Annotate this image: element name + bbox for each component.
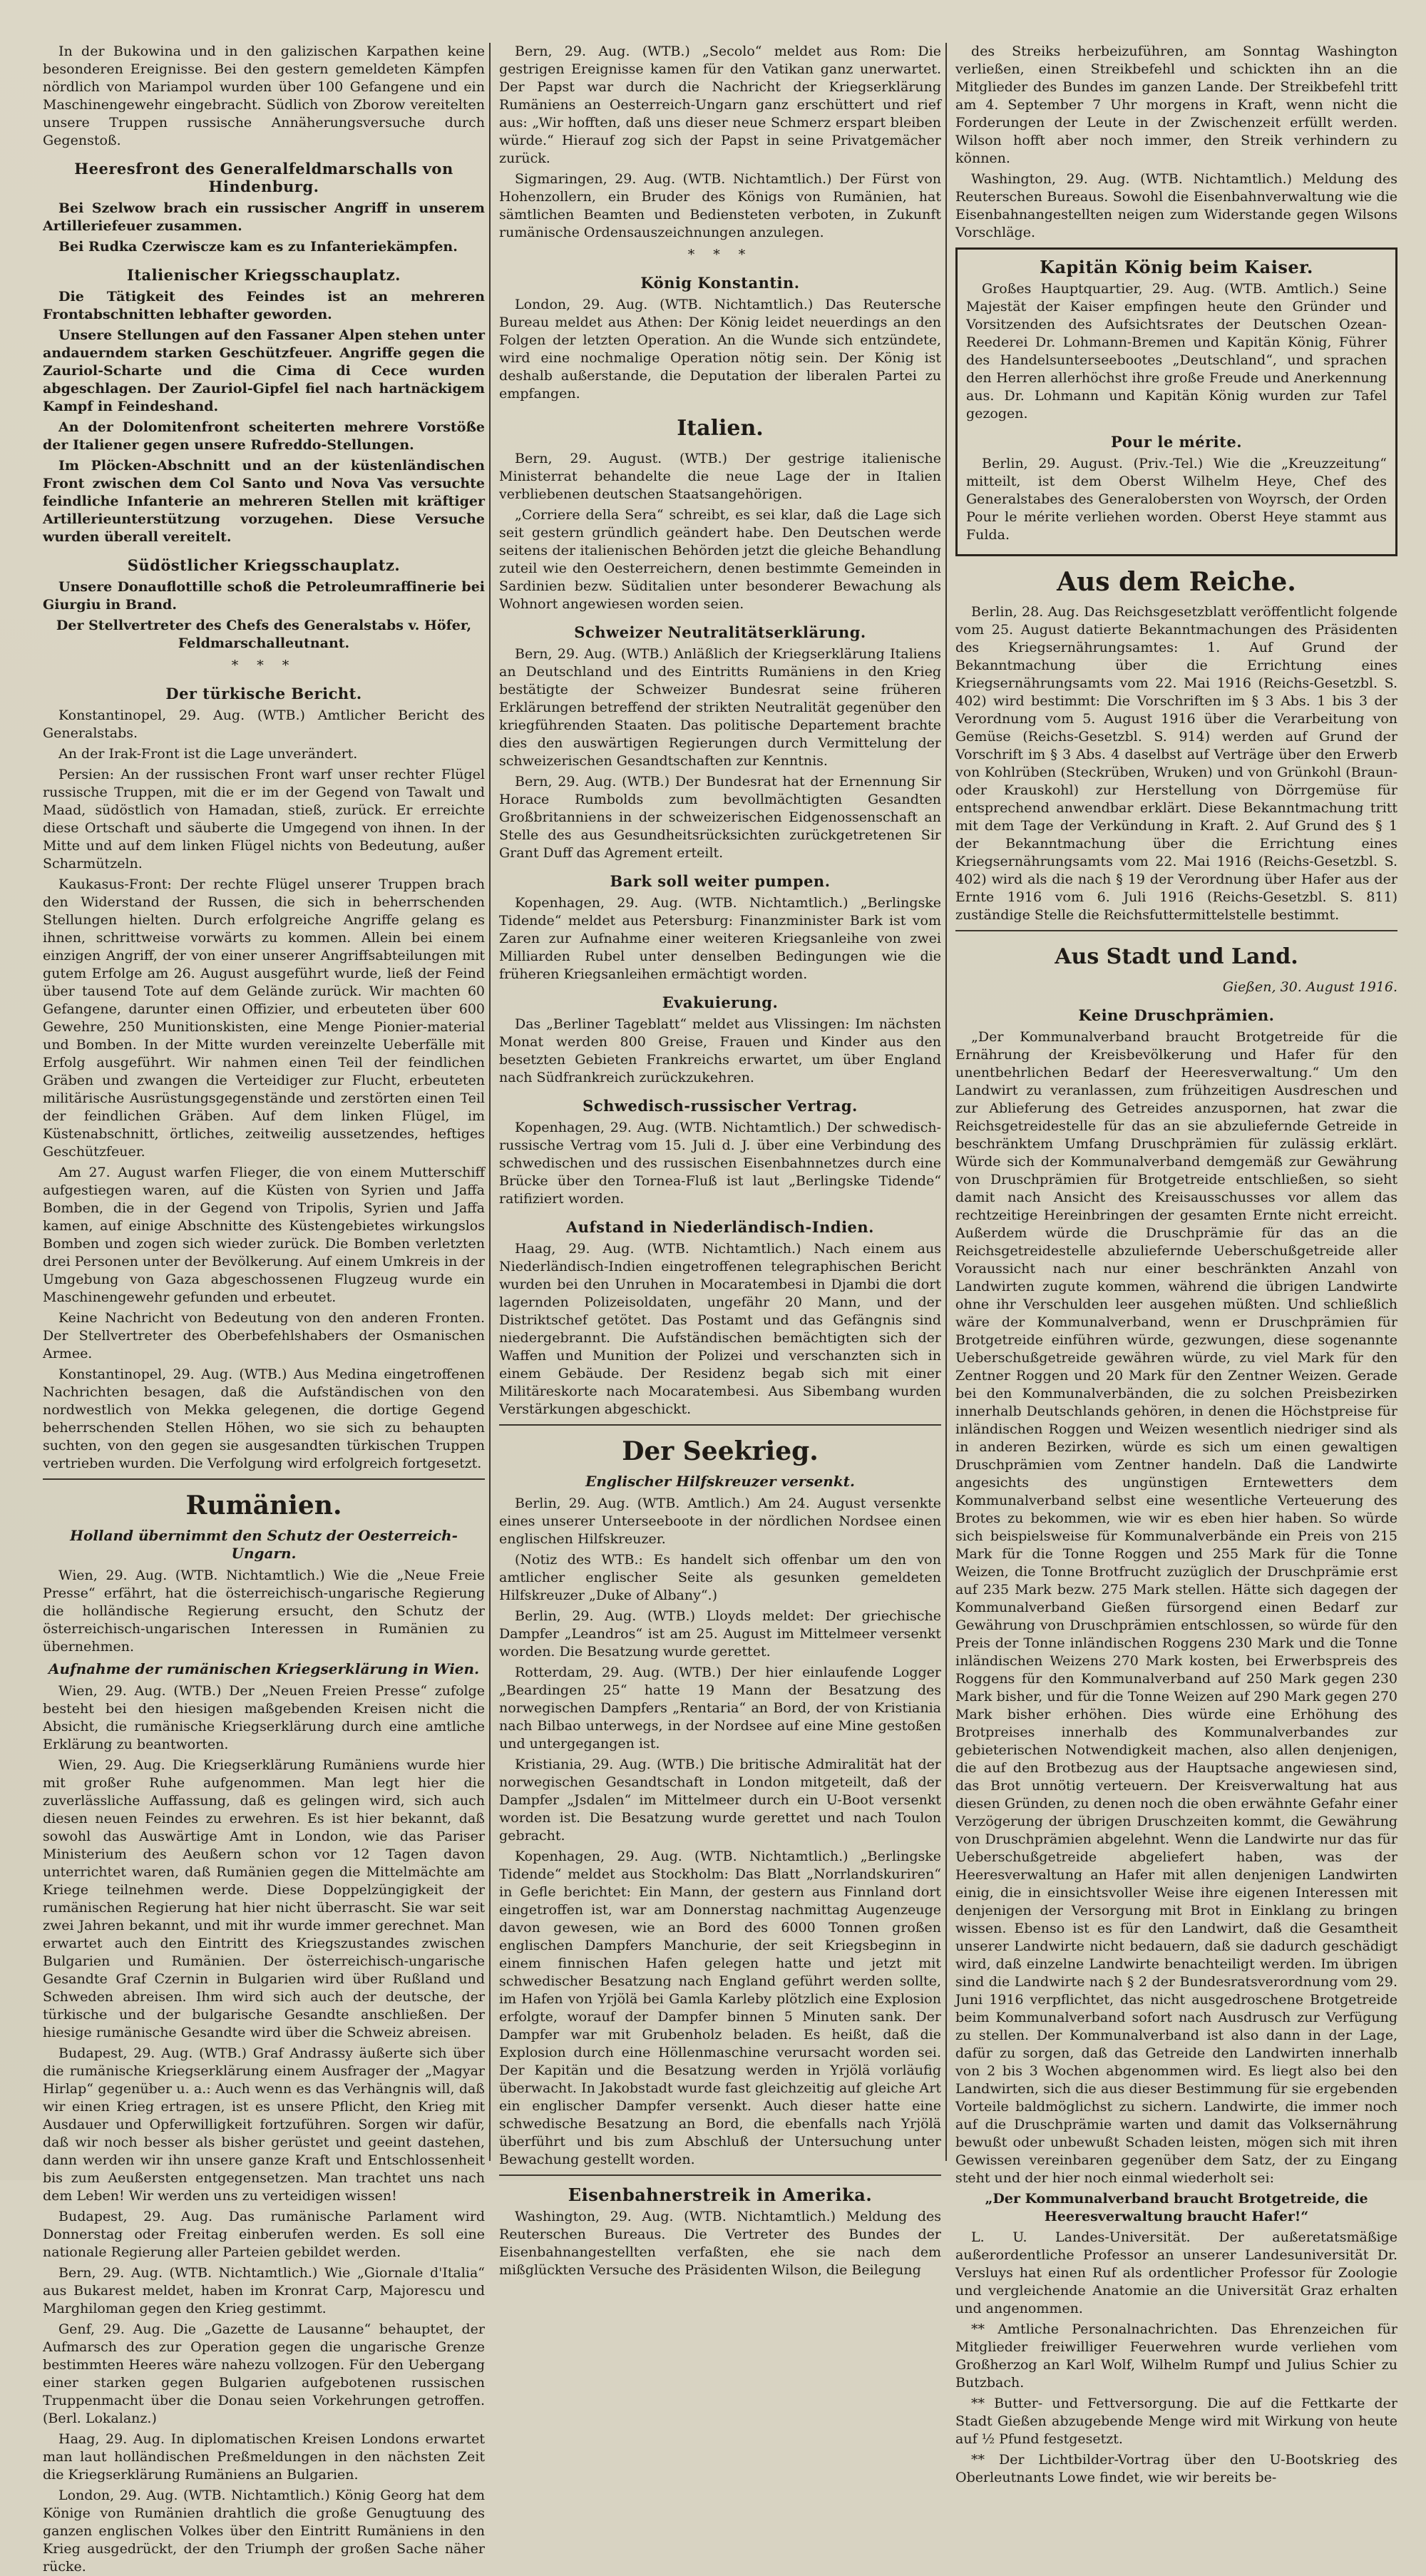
article-paragraph: Berlin, 28. Aug. Das Reichsgesetzblatt veröffentlicht folgende vom 25. August datierte Bekanntmachungen des Präsidenten des Kriegsernährungsamtes: 1. Auf Grund der Bekanntmachung über die Errichtung eines Kriegsernährungsamts vom 22. Mai 1916 (Reichs-Gesetzbl. S. 402) wird bestimmt: Die Vorschriften im § 3 Abs. 1 bis 3 der Verordnung vom 5. August 1916 über die Verarbeitung von Gemüse (Reichs-Gesetzbl. S. 914) werden auf Grund der Vorschrift im § 3 Abs. 4 daselbst auf Verträge über den Erwerb von Kohlrüben (Steckrüben, Wruken) und von Grünkohl (Braun- oder Krauskohl) zur Herstellung von Dörrgemüse für entsprechend anwendbar erklärt. Diese Bekanntmachung tritt mit dem Tage der Verkündung in Kraft. 2. Auf Grund des § 1 der Bekanntmachung über die Errichtung eines Kriegsernährungsamts vom 22. Mai 1916 (Reichs-Gesetzbl. S. 402) wird als die nach § 19 der Verordnung über Hafer aus der Ernte 1916 vom 6. Juli 1916 (Reichs-Gesetzbl. S. 811) zuständige Stelle die Reichsfuttermittelstelle bestimmt. [955,604,1397,923]
article-paragraph: Keine Nachricht von Bedeutung von den anderen Fronten. Der Stellvertreter des Oberbefehlshabers der Osmanischen Armee. [43,1310,485,1361]
article-paragraph: Washington, 29. Aug. (WTB. Nichtamtlich.) Meldung des Reuterschen Bureaus. Die Vertreter des Bundes der Eisenbahnangestellten verfaßten, ehe sie nach dem mißglückten Versuche des Präsidenten Wilson, die Beilegung [499,2209,941,2278]
article-paragraph: Berlin, 29. Aug. (WTB. Amtlich.) Am 24. August versenkte eines unserer Unterseeboote in der nördlichen Nordsee einen englischen Hilfskreuzer. [499,1496,941,1547]
column-rule [489,43,491,2161]
article-paragraph: des Streiks herbeizuführen, am Sonntag Washington verließen, einen Streikbefehl und schickten ihn an die Mitglieder des Bundes im ganzen Lande. Der Streikbefehl tritt am 4. September 7 Uhr morgens in Kraft, wenn nicht die Forderungen der Leute in der Zwischenzeit erfüllt werden. Wilson hofft aber noch immer, den Streik verhindern zu können. [955,44,1397,166]
divider [43,1478,485,1480]
section-headline: Aus Stadt und Land. [1055,944,1298,969]
separator-stars: * * * [231,658,297,673]
article-paragraph: In der Bukowina und in den galizischen Karpathen keine besonderen Ereignisse. Bei den gestern gemeldeten Kämpfen nördlich von Mariampol wurden über 100 Gefangene und ein Maschinengewehr eingebracht. Südlich von Zborow vereitelten unsere Truppen russische Annäherungsversuche durch Gegenstoß. [43,44,485,148]
section-heading: Heeresfront des Generalfeldmarschalls von Hindenburg. [74,160,453,195]
article-paragraph: Sigmaringen, 29. Aug. (WTB. Nichtamtlich.) Der Fürst von Hohenzollern, ein Bruder des Königs von Rumänien, hat sämtlichen Beamten und Bediensteten verboten, in Zukunft rumänische Ordensauszeichnungen anzulegen. [499,171,941,240]
article-paragraph: Haag, 29. Aug. In diplomatischen Kreisen Londons erwartet man laut holländischen Preßmeldungen in den nächsten Zeit die Kriegserklärung Rumäniens an Bulgarien. [43,2431,485,2483]
article-paragraph: Bern, 29. Aug. (WTB.) Der Bundesrat hat der Ernennung Sir Horace Rumbolds zum bevollmächtigten Gesandten Großbritanniens in der schweizerischen Eidgenossenschaft an Stelle des aus Gesundheitsrücksichten zurückgetretenen Sir Grant Duff das Agrement erteilt. [499,774,941,861]
article-paragraph: (Notiz des WTB.: Es handelt sich offenbar um den von amtlicher englischer Seite als gesunken gemeldeten Hilfskreuzer „Duke of Albany“.) [499,1552,941,1603]
column-rule [945,43,947,2161]
article-paragraph: Im Plöcken-Abschnitt und an der küstenländischen Front zwischen dem Col Santo und Nova Vas versuchte feindliche Infanterie an mehreren Stellen mit kräftiger Artillerieunterstützung vorzugehen. Diese Versuche wurden überall vereitelt. [43,458,485,545]
dateline: Gießen, 30. August 1916. [1222,979,1397,995]
section-heading: Südöstlicher Kriegsschauplatz. [127,556,401,574]
article-paragraph: Rotterdam, 29. Aug. (WTB.) Der hier einlaufende Logger „Beardingen 25“ hatte 19 Mann der Besatzung des norwegischen Dampfers „Rentaria“ an Bord, der von Kristiania nach Bilbao unterwegs, in der Nordsee auf eine Mine gestoßen und untergegangen ist. [499,1665,941,1752]
article-paragraph: Bei Szelwow brach ein russischer Angriff in unserem Artilleriefeuer zusammen. [43,200,485,234]
column-2 [499,43,941,2278]
section-headline: Italien. [677,416,764,441]
divider [499,1424,941,1426]
article-paragraph: Wien, 29. Aug. (WTB.) Der „Neuen Freien Presse“ zufolge besteht bei den hiesigen maßgebenden Kreisen nicht die Absicht, die rumänische Kriegserklärung durch eine amtliche Erklärung zu beantworten. [43,1683,485,1752]
boxed-notice [955,247,1397,556]
article-paragraph: An der Irak-Front ist die Lage unverändert. [58,746,358,762]
article-headline: Aufnahme der rumänischen Kriegserklärung in Wien. [48,1660,480,1677]
article-paragraph: Washington, 29. Aug. (WTB. Nichtamtlich.) Meldung des Reuterschen Bureaus. Sowohl die Eisenbahnverwaltung wie die Eisenbahnangestellten neigen zum Widerstande gegen Wilsons Vorschläge. [955,171,1397,240]
article-paragraph: London, 29. Aug. (WTB. Nichtamtlich.) Das Reutersche Bureau meldet aus Athen: Der König leidet neuerdings an den Folgen der letzten Operation. An die Wunde sich entzündete, wird eine nochmalige Operation nötig sein. Der König ist deshalb außerstande, die Deputation der liberalen Partei zu empfangen. [499,297,941,402]
article-headline: Pour le mérite. [1110,433,1243,451]
article-headline: König Konstantin. [640,274,800,292]
column-1 [43,43,485,2575]
article-paragraph: London, 29. Aug. (WTB. Nichtamtlich.) König Georg hat dem Könige von Rumänien drahtlich die große Genugtuung des ganzen englischen Volkes über den Eintritt Rumäniens in den Krieg ausgedrückt, der den Triumph der großen Sache näher rücke. [43,2488,485,2575]
article-paragraph: Bern, 29. Aug. (WTB. Nichtamtlich.) Wie „Giornale d'Italia“ aus Bukarest meldet, haben im Kronrat Carp, Majorescu und Marghiloman gegen den Krieg gestimmt. [43,2265,485,2316]
article-paragraph: Berlin, 29. August. (Priv.-Tel.) Wie die „Kreuzzeitung“ mitteilt, ist dem Oberst Wilhelm Heye, Chef des Generalstabes des Generalobersten von Woyrsch, der Orden Pour le mérite verliehen worden. Oberst Heye stammt aus Fulda. [966,456,1387,543]
article-headline: Evakuierung. [662,993,779,1011]
divider [955,930,1397,931]
section-headline: Der Seekrieg. [622,1436,819,1466]
article-headline: Eisenbahnerstreik in Amerika. [568,2184,873,2205]
article-paragraph: Bern, 29. Aug. (WTB.) „Secolo“ meldet aus Rom: Die gestrigen Ereignisse kamen für den Vatikan ganz unerwartet. Der Papst war durch die Nachricht der Kriegserklärung Rumäniens an Oesterreich-Ungarn ganz erschüttert und rief aus: „Wir hofften, daß uns dieser neue Schmerz erspart bleiben würde.“ Hierauf zog sich der Papst in seine Privatgemächer zurück. [499,44,941,166]
article-paragraph: An der Dolomitenfront scheiterten mehrere Vorstöße der Italiener gegen unsere Rufreddo-Stellungen. [43,419,485,453]
article-headline: Schweizer Neutralitätserklärung. [574,623,866,641]
article-headline: Bark soll weiter pumpen. [610,872,831,890]
article-paragraph: Das „Berliner Tageblatt“ meldet aus Vlissingen: Im nächsten Monat werden 800 Greise, Frauen und Kinder aus den besetzten Gebieten Frankreichs erwartet, um über England nach Südfrankreich zurückzukehren. [499,1016,941,1085]
separator-stars: * * * [687,247,753,262]
article-paragraph: Kristiania, 29. Aug. (WTB.) Die britische Admiralität hat der norwegischen Gesandtschaft in London mitgeteilt, daß der Dampfer „Jsdalen“ im Mittelmeer durch ein U-Boot versenkt worden ist. Die Besatzung wurde gerettet und nach Toulon gebracht. [499,1757,941,1844]
article-paragraph: Budapest, 29. Aug. (WTB.) Graf Andrassy äußerte sich über die rumänische Kriegserklärung einem Ausfrager der „Magyar Hirlap“ gegenüber u. a.: Auch wenn es das Verhängnis will, daß wir einen Krieg ertragen, ist es unsere Pflicht, den Krieg mit Ausdauer und Opferwilligkeit fortzuführen. Sorgen wir dafür, daß wir noch besser als bisher gerüstet und geeint dastehen, dann werden wir ihn unsere ganze Kraft und Entschlossenheit bis zum Aeußersten entgegensetzen. Man trachtet uns nach dem Leben! Wir werden uns zu verteidigen wissen! [43,2045,485,2204]
article-paragraph: Bern, 29. August. (WTB.) Der gestrige italienische Ministerrat behandelte die neue Lage der in Italien verbliebenen deutschen Staatsangehörigen. [499,451,941,502]
article-paragraph: Haag, 29. Aug. (WTB. Nichtamtlich.) Nach einem aus Niederländisch-Indien eingetroffenen telegraphischen Bericht wurden bei den Unruhen in Mocaratembesi in Djambi die dort lagernden Polizeisoldaten, ungefähr 20 Mann, und der Distriktschef getötet. Das Postamt und das Gefängnis sind niedergebrannt. Die Aufständischen bemächtigten sich der Waffen und Munition der Polizei und verschanzten sich in einem Gebäude. Der Residenz begab sich mit einer Militäreskorte nach Mocaratembesi. Aus Sibembang wurden Verstärkungen abgeschickt. [499,1241,941,1417]
article-headline: Keine Druschprämien. [1078,1006,1275,1024]
article-headline: Der türkische Bericht. [165,685,362,702]
article-paragraph: Die Tätigkeit des Feindes ist an mehreren Frontabschnitten lebhafter geworden. [43,289,485,322]
article-paragraph: ** Der Lichtbilder-Vortrag über den U-Bootskrieg des Oberleutnants Lowe findet, wie wir bereits be- [955,2452,1397,2485]
article-paragraph: L. U. Landes-Universität. Der außeretatsmäßige außerordentliche Professor an unserer Landesuniversität Dr. Versluys hat einen Ruf als ordentlicher Professor für Zoologie und vergleichende Anatomie an die Universität Graz erhalten und angenommen. [955,2229,1397,2316]
article-paragraph: Budapest, 29. Aug. Das rumänische Parlament wird Donnerstag oder Freitag einberufen werden. Es soll eine nationale Regierung aller Parteien gebildet werden. [43,2209,485,2260]
article-paragraph: ** Butter- und Fettversorgung. Die auf die Fettkarte der Stadt Gießen abzugebende Menge wird mit Wirkung von heute auf ½ Pfund festgesetzt. [955,2396,1397,2447]
signature: Der Stellvertreter des Chefs des Generalstabs v. Höfer, Feldmarschalleutnant. [56,618,472,651]
article-paragraph: Bei Rudka Czerwiscze kam es zu Infanteriekämpfen. [58,239,458,255]
section-heading: Italienischer Kriegsschauplatz. [127,266,401,284]
article-paragraph: Persien: An der russischen Front warf unser rechter Flügel russische Truppen, mit die er im der Gegend von Tawalt und Maad, südöstlich von Hamadan, stieß, zurück. Er erreichte diese Ortschaft und säuberte die Umgegend von ihnen. In der Mitte und auf dem linken Flügel nichts von Bedeutung, außer Scharmützeln. [43,767,485,872]
article-headline: Holland übernimmt den Schutz der Oesterreich-Ungarn. [70,1527,458,1562]
article-quote: „Der Kommunalverband braucht Brotgetreide, die Heeresverwaltung braucht Hafer!“ [985,2191,1368,2224]
article-paragraph: Am 27. August warfen Flieger, die von einem Mutterschiff aufgestiegen waren, auf die Küsten von Syrien und Jaffa Bomben, die in der Gegend von Tripolis, Syrien und Jaffa kamen, auf einige Abschnitte des Küstengebietes wirkungslos Bomben und zogen sich wieder zurück. Die Bomben verletzten drei Personen unter der Bevölkerung. Auf einem Umkreis in der Umgebung von Gaza abgeschossenen Flugzeug wurde ein Maschinengewehr gefunden und erbeutet. [43,1165,485,1305]
article-paragraph: Kopenhagen, 29. Aug. (WTB. Nichtamtlich.) „Berlingske Tidende“ meldet aus Stockholm: Das Blatt „Norrlandskuriren“ in Gefle berichtet: Ein Mann, der gestern aus Finnland dort eingetroffen ist, war am Donnerstag nachmittag Augenzeuge davon gewesen, wie an Bord des 6000 Tonnen großen englischen Dampfers Manchurie, der seit Kriegsbeginn in einem finnischen Hafen gelegen hatte und jetzt mit schwedischer Besatzung nach England geführt werden sollte, im Hafen von Yrjölä bei Gamla Karleby plötzlich eine Explosion erfolgte, worauf der Dampfer binnen 5 Minuten sank. Der Dampfer war mit Grubenholz beladen. Es heißt, daß die Explosion durch eine Höllenmaschine verursacht worden sei. Der Kapitän und die Besatzung werden in Yrjölä vorläufig überwacht. In Jakobstadt wurde fast gleichzeitig auf gleiche Art ein englischer Dampfer versenkt. Auch dieser hatte eine schwedische Besatzung an Bord, die ebenfalls nach Yrjölä überführt und bis zum Abschluß der Untersuchung unter Bewachung gestellt worden. [499,1849,941,2167]
article-paragraph: Wien, 29. Aug. Die Kriegserklärung Rumäniens wurde hier mit großer Ruhe aufgenommen. Man legt hier die zuverlässliche Auffassung, daß es gelingen wird, sich auch diesen neuen Feindes zu erwehren. Es ist hier bekannt, daß sowohl das Auswärtige Amt in London, wie das Pariser Ministerium des Aeußern schon vor 12 Tagen davon unterrichtet waren, daß Rumänien gegen die Mittelmächte am Kriege teilnehmen werde. Diese Doppelzüngigkeit der rumänischen Regierung hat hier nicht überrascht. Sie war seit zwei Jahren bekannt, und mit ihr wurde immer gerechnet. Man erwartet auch den Eintritt des Kriegszustandes zwischen Bulgarien und Rumänien. Der österreichisch-ungarische Gesandte Graf Czernin in Bulgarien wird über Rußland und Schweden abreisen. Ihm wird sich auch der deutsche, der türkische und der bulgarische Gesandte anschließen. Der hiesige rumänische Gesandte wird über die Schweiz abreisen. [43,1757,485,2040]
article-paragraph: Wien, 29. Aug. (WTB. Nichtamtlich.) Wie die „Neue Freie Presse“ erfährt, hat die österreichisch-ungarische Regierung die holländische Regierung ersucht, den Schutz der österreichisch-ungarischen Interessen in Rumänien zu übernehmen. [43,1568,485,1655]
article-paragraph: Unsere Stellungen auf den Fassaner Alpen stehen unter andauerndem starken Geschützfeuer. Angriffe gegen die Zauriol-Scharte und die Cima di Cece wurden abgeschlagen. Der Zauriol-Gipfel fiel nach hartnäckigem Kampf in Feindeshand. [43,327,485,414]
article-paragraph: Kaukasus-Front: Der rechte Flügel unserer Truppen brach den Widerstand der Russen, die sich in beherrschenden Stellungen hielten. Durch erfolgreiche Angriffe gelang es ihnen, schrittweise vorwärts zu kommen. Allein bei einem einzigen Angriff, der von einer unserer Angriffsabteilungen mit gutem Erfolge am 26. August ausgeführt wurde, ließ der Feind über tausend Tote auf dem Gelände zurück. Wir machten 60 Gefangene, darunter einen Offizier, und erbeuteten über 600 Gewehre, 250 Munitionskisten, eine Menge Pionier-material und Bomben. In der Mitte wurden vereinzelte Ueberfälle mit Erfolg ausgeführt. Wir nahmen einen Teil der feindlichen Gräben und zwangen die Verteidiger zur Flucht, erbeuteten militärische Ausrüstungsgegenstände und zerstörten einen Teil der feindlichen Gräben. Auf dem linken Flügel, im Küstenabschnitt, örtliches, zeitweilig aussetzendes, heftiges Geschützfeuer. [43,876,485,1160]
section-headline: Rumänien. [185,1491,342,1520]
article-paragraph: Unsere Donauflottille schoß die Petroleumraffinerie bei Giurgiu in Brand. [43,579,485,613]
article-paragraph: Berlin, 29. Aug. (WTB.) Lloyds meldet: Der griechische Dampfer „Leandros“ ist am 25. August im Mittelmeer versenkt worden. Die Besatzung wurde gerettet. [499,1608,941,1660]
article-paragraph: Bern, 29. Aug. (WTB.) Anläßlich der Kriegserklärung Italiens an Deutschland und des Eintritts Rumäniens in den Krieg bestätigte der Schweizer Bundesrat seine früheren Erklärungen betreffend der strikten Neutralität gegenüber den kriegführenden Staaten. Das politische Departement brachte dies den auswärtigen Regierungen durch Vermittelung der schweizerischen Gesandtschaften zur Kenntnis. [499,646,941,769]
article-paragraph: ** Amtliche Personalnachrichten. Das Ehrenzeichen für Mitglieder freiwilliger Feuerwehren wurde verliehen vom Großherzog an Karl Wolf, Wilhelm Rumpf und Julius Schier zu Butzbach. [955,2321,1397,2391]
section-headline: Aus dem Reiche. [1057,567,1296,597]
article-paragraph: Großes Hauptquartier, 29. Aug. (WTB. Amtlich.) Seine Majestät der Kaiser empfingen heute den Gründer und Vorsitzenden des Aufsichtsrates der Deutschen Ozean-Reederei Dr. Lohmann-Bremen und Kapitän König, Führer des Handelsunterseebootes „Deutschland“, und sprachen den Herren allerhöchst ihre große Freude und Anerkennung aus. Dr. Lohmann und Kapitän König wurden zur Tafel gezogen. [966,281,1387,421]
article-paragraph: Genf, 29. Aug. Die „Gazette de Lausanne“ behauptet, der Aufmarsch des zur Operation gegen die ungarische Grenze bestimmten Heeres wäre nahezu vollzogen. Für den Uebergang einer starken gegen Bulgarien aufgebotenen russischen Truppenmacht über die Donau seien Vorkehrungen getroffen. (Berl. Lokalanz.) [43,2321,485,2426]
article-headline: Englischer Hilfskreuzer versenkt. [585,1473,855,1490]
article-headline: Kapitän König beim Kaiser. [1040,257,1313,277]
article-headline: Schwedisch-russischer Vertrag. [583,1097,858,1115]
article-paragraph: Kopenhagen, 29. Aug. (WTB. Nichtamtlich.) Der schwedisch-russische Vertrag vom 15. Juli d. J. über eine Verbindung des schwedischen und des russischen Eisenbahnnetzes durch eine Brücke über den Tornea-Fluß ist laut „Berlingske Tidende“ ratifiziert worden. [499,1120,941,1207]
article-paragraph: „Corriere della Sera“ schreibt, es sei klar, daß die Lage sich seit gestern gründlich geändert habe. Den Deutschen werde seitens der italienischen Behörden jetzt die gleiche Behandlung zuteil wie den Oesterreichern, denen bestimmte Gemeinden in Sardinien bezw. Süditalien unter besonderer Bewachung als Wohnort angewiesen worden seien. [499,507,941,612]
article-paragraph: Kopenhagen, 29. Aug. (WTB. Nichtamtlich.) „Berlingske Tidende“ meldet aus Petersburg: Finanzminister Bark ist vom Zaren zur Aufnahme einer weiteren Kriegsanleihe von zwei Milliarden Rubel unter denselben Bedingungen wie die früheren Kriegsanleihen ermächtigt worden. [499,895,941,982]
divider [499,2174,941,2176]
column-3 [955,43,1397,2485]
article-headline: Aufstand in Niederländisch-Indien. [566,1218,874,1236]
article-paragraph: Konstantinopel, 29. Aug. (WTB.) Aus Medina eingetroffenen Nachrichten besagen, daß die Aufständischen von den nordwestlich von Mekka gelegenen, die dortige Gegend beherrschenden Stellen Höhen, wo sie sich zu behaupten suchten, von den gegen sie ausgesandten türkischen Truppen vertrieben wurden. Die Verfolgung wird erfolgreich fortgesetzt. [43,1366,485,1471]
article-paragraph: Konstantinopel, 29. Aug. (WTB.) Amtlicher Bericht des Generalstabs. [43,707,485,741]
article-paragraph: „Der Kommunalverband braucht Brotgetreide für die Ernährung der Kreisbevölkerung und Hafer für den unentbehrlichen Bedarf der Heeresverwaltung.“ Um den Landwirt zu veranlassen, zum frühzeitigen Ausdreschen und zur Ablieferung des Getreides anzuspornen, hat zwar die Reichsgetreidestelle für das an sie abzuliefernde Getreide in beschränktem Umfang Druschprämien für zulässig erklärt. Würde sich der Kommunalverband demgemäß zur Gewährung von Druschprämien für Brotgetreide entschließen, so sieht damit nach Ansicht des Kreisausschusses vor allem das rechtzeitige Hereinbringen der gesamten Ernte nicht erreicht. Außerdem würde die Druschprämie für das an die Reichsgetreidestelle abzuliefernde Ueberschußgetreide aller Voraussicht nach nur einer beschränkten Anzahl von Landwirten zugute kommen, während die übrigen Landwirte ohne ihr Verschulden leer ausgehen müßten. Und schließlich wäre der Kommunalverband, wenn er Druschprämien für Brotgetreide einführen würde, gezwungen, diese sogenannte Ueberschußgetreide gewähren würde, zu viel Mark für den Zentner Roggen und 20 Mark für den Zentner Weizen. Gerade bei den Kommunalverbänden, die zu solchen Preisbezirken innerhalb Deutschlands gehören, in denen die Höchstpreise für inländischen Roggen und Weizen wesentlich niedriger sind als in anderen Bezirken, würde es sich um einen gewaltigen Druschprämien vom Zentner handeln. Daß die Landwirte angesichts des ungünstigen Erntewetters dem Kommunalverband selbst eine wesentliche Verteuerung des Brotes zu bekommen, wie wir es eben hier haben. So würde sich beispielsweise für Kommunalverbände ein Preis von 215 Mark für die Tonne Roggen und 255 Mark für die Tonne Weizen, die Tonne Brotfrucht zuzüglich der Druschprämie erst auf 235 Mark bezw. 275 Mark stellen. Hätte sich dagegen der Kommunalverband Gießen fürsorgend einen Bedarf zur Gewährung von Druschprämien entschlossen, so würde für den Preis der Tonne inländischen Roggens 230 Mark und die Tonne inländischen Weizens 270 Mark kosten, bei Erwerbspreis des Roggens für den Kommunalverband auf 250 Mark gegen 230 Mark bisher, und für die Tonne Weizen auf 290 Mark gegen 270 Mark bisher erhöhen. Dies würde eine Erhöhung des Brotpreises innerhalb des Kommunalverbandes zur gebieterischen Notwendigkeit machen, also allen denjenigen, die auf den Brotbezug aus der Hauptsache angewiesen sind, das Brot unnötig verteuern. Der Kreisverwaltung hat aus diesen Gründen, zu denen noch die oben erwähnte Gefahr einer Verzögerung der übrigen Druschzeiten kommt, die Gewährung von Druschprämien abgelehnt. Wenn die Landwirte nur das für Ueberschußgetreide abgeliefert haben, was der Heeresverwaltung an Hafer mit allen denjenigen Landwirten einig, die in einsichtsvoller Weise ihre eigenen Interessen mit denjenigen der Versorgung mit Brot in Einklang zu bringen wissen. Ebenso ist es für den Landwirt, daß die Gesamtheit unserer Landwirte nicht bedauern, daß sie dadurch geschädigt wird, daß einzelne Landwirte benachteiligt werden. Im übrigen sind die Landwirte nach § 2 der Bundesratsverordnung vom 29. Juni 1916 verpflichtet, das nicht ausgedroschene Brotgetreide beim Kommunalverband sofort nach Ausdrusch zur Verfügung zu stellen. Der Kommunalverband ist also dann in der Lage, dafür zu sorgen, daß das Getreide den Landwirten innerhalb von 2 bis 3 Wochen abgenommen wird. Es liegt also bei den Landwirten, sich die aus dieser Bestimmung für sie ergebenden Vorteile baldmöglichst zu sichern. Landwirte, die immer noch auf die Druschprämie warten und damit das Volksernährung bewußt oder unbewußt Schaden leisten, mögen sich mit ihren Gewissen vereinbaren gegenüber dem Satz, der zu Eingang steht und der hier noch einmal wiederholt sei: [955,1029,1397,2186]
